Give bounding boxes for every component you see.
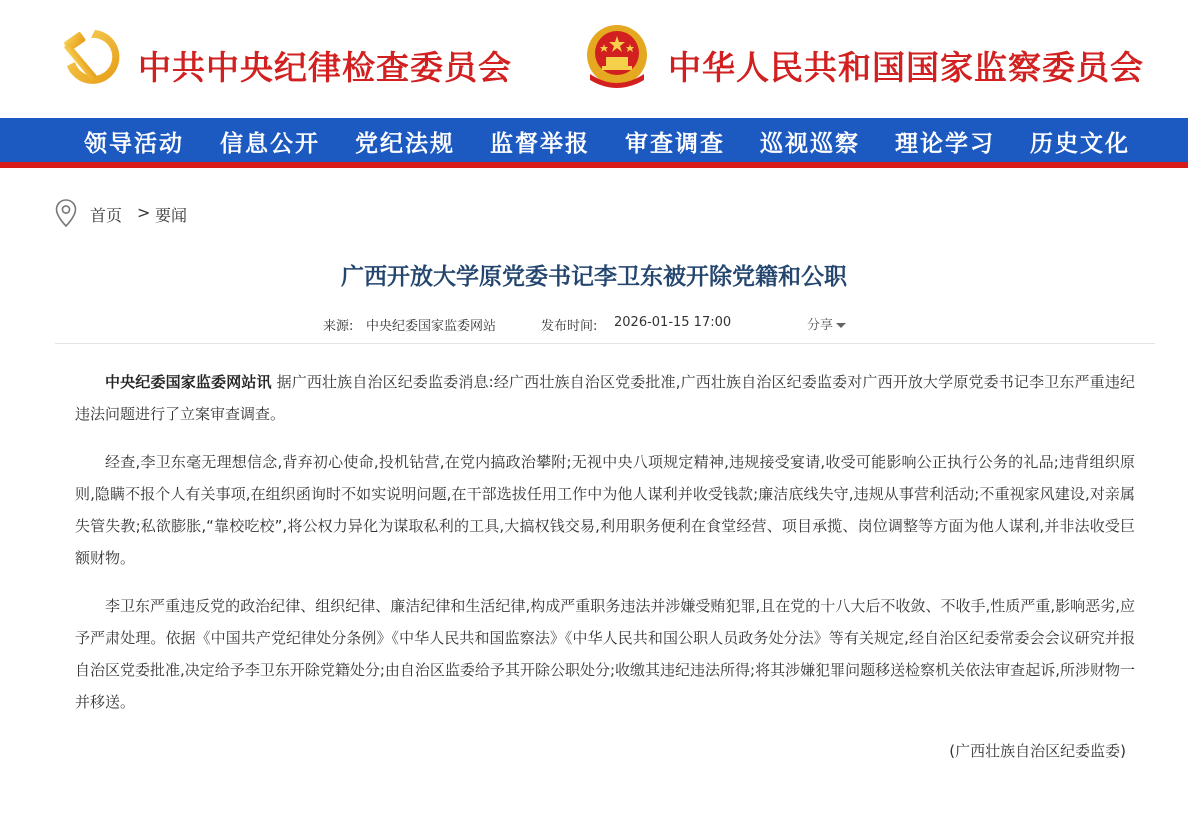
header-left-title[interactable]: 中共中央纪律检查委员会 xyxy=(138,48,512,87)
nav-item-report[interactable]: 监督举报 xyxy=(490,131,590,157)
article-paragraph-2: 经查,李卫东毫无理想信念,背弃初心使命,投机钻营,在党内搞政治攀附;无视中央八项规定精神,违规接受宴请,收受可能影响公正执行公务的礼品;违背组织原则,隐瞒不报个人有关事项,在组织函询时不如实说明问题,在干部选拔任用工作中为他人谋利并收受钱款;廉洁底线失守,违规从事营利活动;不重视家风建设,对亲属失管失教;私欲膨胀,“靠校吃校”,将公权力异化为谋取私利的工具,大搞权钱交易,利用职务便利在食堂经营、项目承揽、岗位调整等方面为他人谋利,并非法收受巨额财物。 xyxy=(75,453,1135,567)
national-emblem-icon xyxy=(582,22,652,92)
publish-time-label: 发布时间: xyxy=(541,319,598,334)
nav-item-regulations[interactable]: 党纪法规 xyxy=(355,131,455,157)
nav-item-leadership[interactable]: 领导活动 xyxy=(84,131,184,157)
article-signature: (广西壮族自治区纪委监委) xyxy=(949,742,1126,760)
nav-red-stripe xyxy=(0,162,1188,168)
article-title: 广西开放大学原党委书记李卫东被开除党籍和公职 xyxy=(341,264,847,290)
location-pin-icon xyxy=(54,198,78,228)
breadcrumb-separator: > xyxy=(137,203,151,222)
site-header xyxy=(0,0,1188,118)
chevron-down-icon xyxy=(836,323,846,328)
main-nav xyxy=(0,118,1188,162)
nav-item-disclosure[interactable]: 信息公开 xyxy=(220,131,320,157)
party-emblem-icon xyxy=(55,22,125,92)
meta-divider xyxy=(55,343,1155,344)
article-paragraph-1 xyxy=(75,366,1135,430)
source-label: 来源: xyxy=(323,319,354,334)
share-dropdown[interactable] xyxy=(807,314,846,333)
article-paragraph-1-text: 据广西壮族自治区纪委监委消息:经广西壮族自治区党委批准,广西壮族自治区纪委监委对广西开放大学原党委书记李卫东严重违纪违法问题进行了立案审查调查。 xyxy=(75,373,1135,423)
nav-item-history[interactable]: 历史文化 xyxy=(1030,131,1130,157)
nav-item-investigation[interactable]: 审查调查 xyxy=(625,131,725,157)
nav-item-theory[interactable]: 理论学习 xyxy=(895,131,995,157)
header-right-title[interactable]: 中华人民共和国国家监察委员会 xyxy=(668,48,1144,87)
nav-item-inspection[interactable]: 巡视巡察 xyxy=(760,131,860,157)
article-paragraph-3: 李卫东严重违反党的政治纪律、组织纪律、廉洁纪律和生活纪律,构成严重职务违法并涉嫌受贿犯罪,且在党的十八大后不收敛、不收手,性质严重,影响恶劣,应予严肃处理。依据《中国共产党纪律处分条例》《中华人民共和国监察法》《中华人民共和国公职人员政务处分法》等有关规定,经自治区纪委常委会会议研究并报自治区党委批准,决定给予李卫东开除党籍处分;由自治区监委给予其开除公职处分;收缴其违纪违法所得;将其涉嫌犯罪问题移送检察机关依法审查起诉,所涉财物一并移送。 xyxy=(75,597,1135,711)
publish-time-value: 2026-01-15 17:00 xyxy=(614,315,732,330)
source-value: 中央纪委国家监委网站 xyxy=(366,319,497,334)
breadcrumb-home-link[interactable]: 首页 xyxy=(90,206,123,225)
breadcrumb-current-link[interactable]: 要闻 xyxy=(155,206,188,225)
share-label: 分享 xyxy=(807,318,834,333)
article-lead: 中央纪委国家监委网站讯 xyxy=(105,373,272,391)
